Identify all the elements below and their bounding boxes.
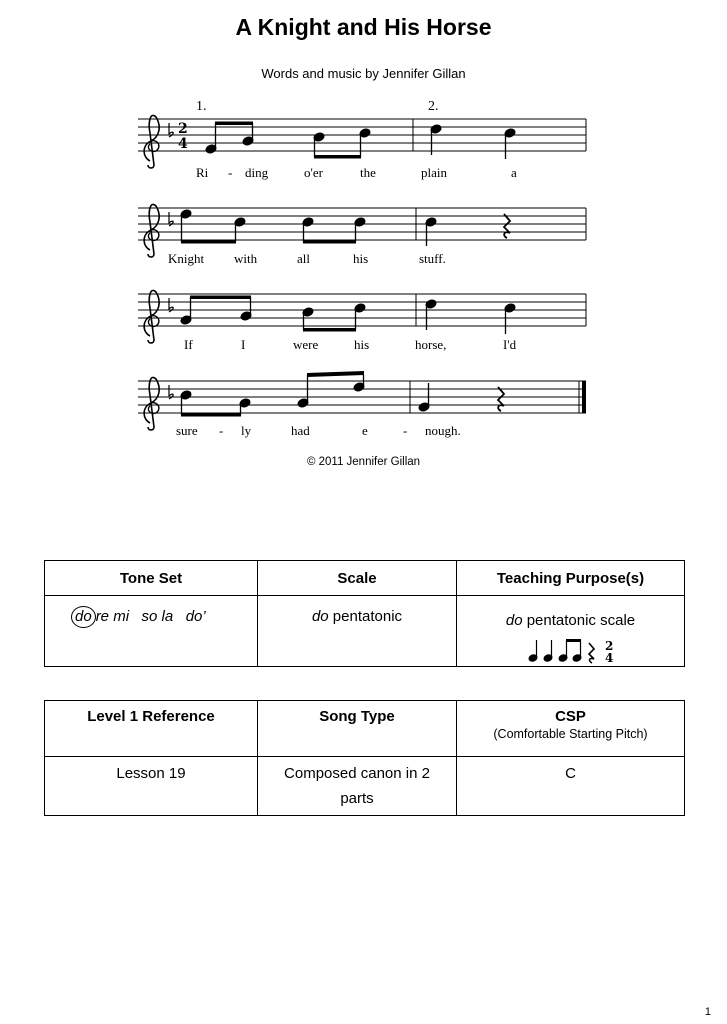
staff-4 <box>138 371 586 430</box>
svg-text:his: his <box>354 337 370 352</box>
lyrics-line-3 <box>184 337 517 352</box>
level-1-reference-value: Lesson 19 <box>45 757 258 816</box>
svg-text:-: - <box>228 165 233 180</box>
svg-text:2: 2 <box>178 121 188 137</box>
ending-1: 1. <box>196 99 207 114</box>
svg-text:plain: plain <box>421 165 447 180</box>
svg-text:e: e <box>362 423 368 438</box>
svg-text:with: with <box>234 251 258 266</box>
tonic-circle: do <box>71 606 96 628</box>
music-score <box>0 0 727 450</box>
staff-1 <box>138 115 586 168</box>
header-csp: CSP (Comfortable Starting Pitch) <box>457 701 685 757</box>
song-type-value: Composed canon in 2 parts <box>258 757 457 816</box>
copyright: © 2011 Jennifer Gillan <box>306 456 421 468</box>
tone-set-value: do re mi so la do’ <box>45 596 258 667</box>
svg-text:had: had <box>291 423 310 438</box>
header-song-type: Song Type <box>258 701 457 757</box>
scale-value: do pentatonic <box>258 596 457 667</box>
ending-2: 2. <box>428 99 439 114</box>
csp-subtitle: (Comfortable Starting Pitch) <box>493 727 648 741</box>
svg-text:a: a <box>511 165 517 180</box>
svg-text:nough.: nough. <box>425 423 461 438</box>
svg-text:sure: sure <box>176 423 198 438</box>
lesson-info-table-2 <box>44 700 685 816</box>
svg-text:the: the <box>360 165 376 180</box>
csp-value: C <box>457 757 685 816</box>
header-level-1-reference: Level 1 Reference <box>45 701 258 757</box>
svg-text:Ri: Ri <box>196 165 209 180</box>
svg-text:4: 4 <box>178 136 188 152</box>
svg-text:-: - <box>403 423 408 438</box>
rhythm-notation-icon <box>527 637 637 665</box>
svg-text:his: his <box>353 251 369 266</box>
lyrics-line-1 <box>196 165 517 180</box>
svg-text:o'er: o'er <box>304 165 323 180</box>
svg-text:I: I <box>241 337 246 352</box>
staff-2 <box>138 204 586 257</box>
staff-3 <box>138 290 586 343</box>
svg-text:were: were <box>293 337 319 352</box>
svg-text:horse,: horse, <box>415 337 447 352</box>
header-teaching-purpose: Teaching Purpose(s) <box>457 561 685 596</box>
svg-text:-: - <box>219 423 224 438</box>
svg-text:I'd: I'd <box>503 337 517 352</box>
svg-text:If: If <box>184 337 193 352</box>
svg-text:2: 2 <box>605 639 614 653</box>
header-tone-set: Tone Set <box>45 561 258 596</box>
song-credit: Words and music by Jennifer Gillan <box>261 66 466 81</box>
teaching-purpose-value: do pentatonic scale 2 4 <box>457 596 685 667</box>
page-number: 1 <box>704 1006 711 1018</box>
lesson-info-table-1 <box>44 560 685 667</box>
svg-text:Knight: Knight <box>168 251 205 266</box>
lyrics-line-2 <box>168 251 446 266</box>
header-scale: Scale <box>258 561 457 596</box>
lyrics-line-4 <box>176 423 461 438</box>
svg-text:4: 4 <box>605 651 614 665</box>
svg-text:ly: ly <box>241 423 252 438</box>
svg-text:all: all <box>297 251 310 266</box>
time-signature <box>178 121 188 152</box>
svg-text:ding: ding <box>245 165 269 180</box>
svg-text:stuff.: stuff. <box>419 251 446 266</box>
page-title: A Knight and His Horse <box>235 14 492 40</box>
